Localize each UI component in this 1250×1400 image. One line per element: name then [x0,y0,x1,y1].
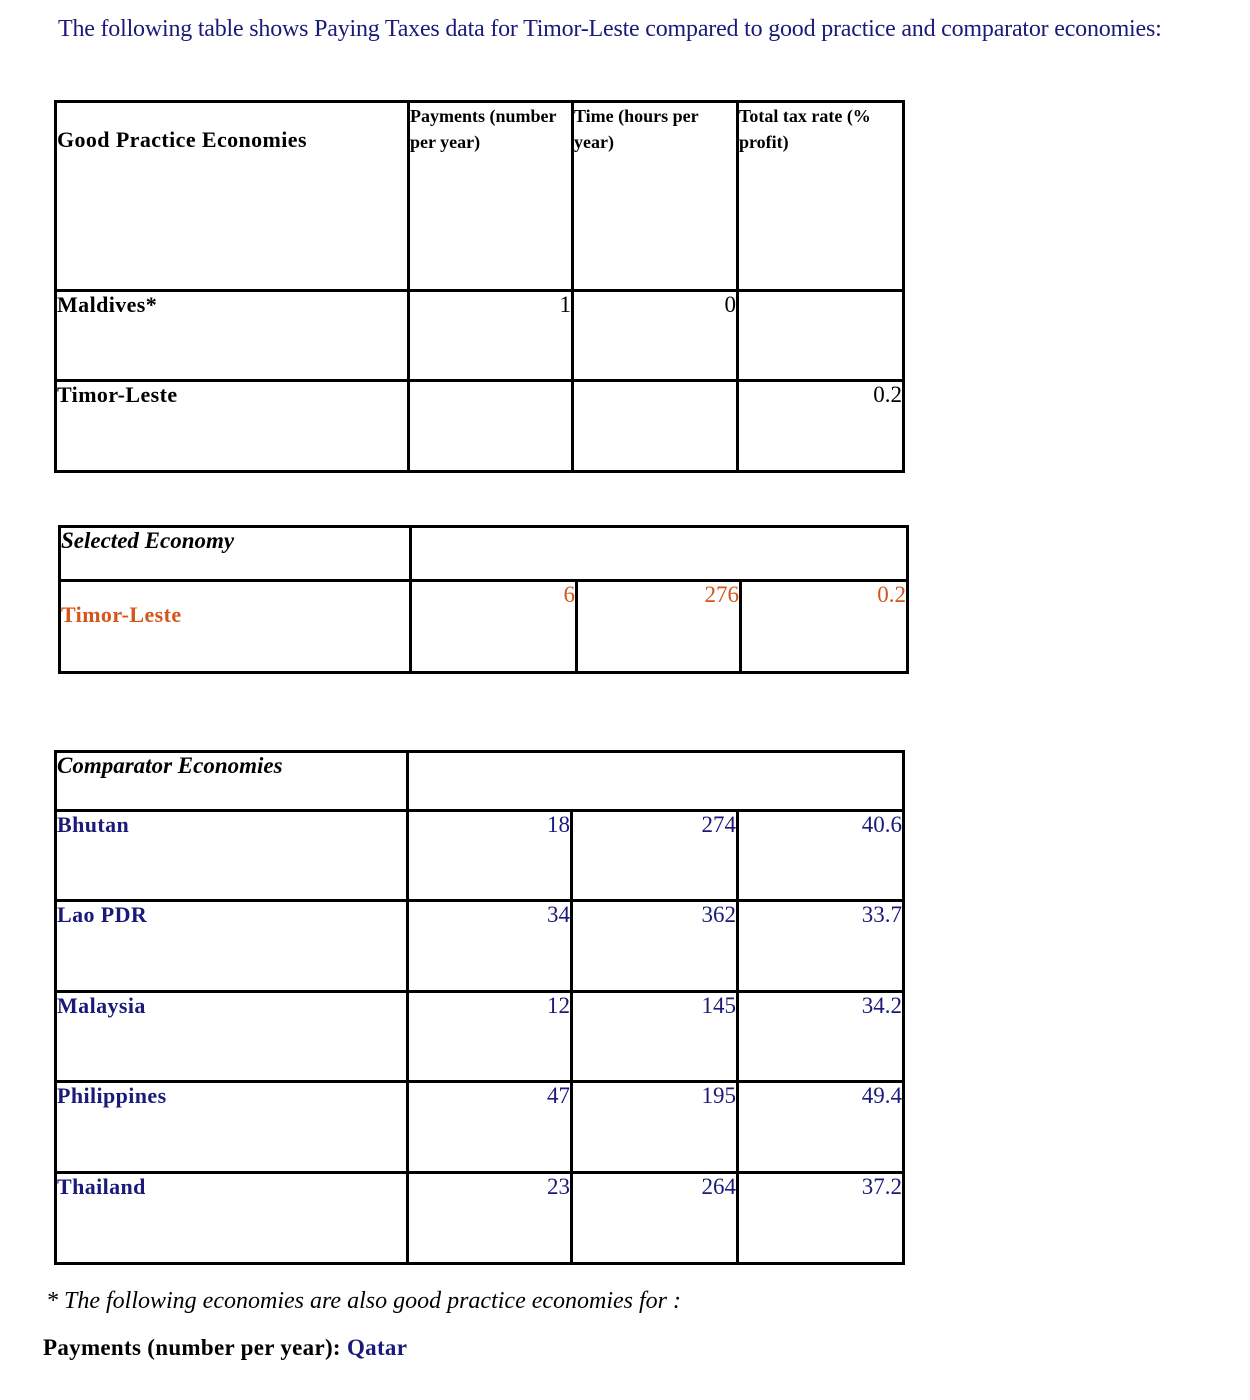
table-row [56,291,904,381]
economy-name: Maldives* [56,291,409,381]
time-value: 362 [572,901,738,992]
time-value [573,381,738,472]
footnote-text: * The following economies are also good practice economies for : [46,1288,682,1314]
header-blank-cell [408,752,904,811]
tax-rate-value: 0.2 [741,581,908,673]
tax-rate-value [738,291,904,381]
selected-economy-table [58,525,909,674]
footnote-payments [43,1335,407,1361]
payments-column-header: Payments (number per year) [409,102,573,291]
table-row [56,1173,904,1264]
tax-rate-value: 0.2 [738,381,904,472]
table-row [56,1082,904,1173]
intro-text: The following table shows Paying Taxes data for Timor-Leste compared to good practice and comparator economies: [58,16,1162,42]
table-row [60,581,908,673]
tax-rate-value: 40.6 [738,811,904,901]
footnote-label: Payments (number per year): [43,1335,341,1360]
time-value: 195 [572,1082,738,1173]
selected-economy-header: Selected Economy [60,527,411,581]
payments-value: 12 [408,992,572,1082]
tax-rate-value: 33.7 [738,901,904,992]
comparator-economies-header: Comparator Economies [56,752,408,811]
good-practice-header-row [56,102,904,291]
payments-value: 6 [411,581,577,673]
tax-rate-value: 37.2 [738,1173,904,1264]
comparator-economies-table [54,750,905,1265]
time-value: 0 [573,291,738,381]
payments-value: 47 [408,1082,572,1173]
economy-name: Philippines [56,1082,408,1173]
time-value: 274 [572,811,738,901]
table-row [56,381,904,472]
economy-name: Lao PDR [56,901,408,992]
table-row [56,901,904,992]
table-row [56,811,904,901]
footnote-value: Qatar [346,1335,408,1360]
economy-name: Timor-Leste [60,581,411,673]
payments-value: 34 [408,901,572,992]
header-blank-cell [411,527,908,581]
payments-value: 1 [409,291,573,381]
comparator-header-row [56,752,904,811]
economy-name: Bhutan [56,811,408,901]
economy-name: Thailand [56,1173,408,1264]
payments-value: 18 [408,811,572,901]
payments-value: 23 [408,1173,572,1264]
selected-economy-header-row [60,527,908,581]
tax-rate-value: 49.4 [738,1082,904,1173]
economy-name: Malaysia [56,992,408,1082]
time-value: 276 [577,581,741,673]
payments-value [409,381,573,472]
time-value: 145 [572,992,738,1082]
tax-rate-column-header: Total tax rate (% profit) [738,102,904,291]
economy-name: Timor-Leste [56,381,409,472]
time-value: 264 [572,1173,738,1264]
tax-rate-value: 34.2 [738,992,904,1082]
table-row [56,992,904,1082]
good-practice-header: Good Practice Economies [56,102,409,291]
time-column-header: Time (hours per year) [573,102,738,291]
good-practice-table [54,100,905,473]
